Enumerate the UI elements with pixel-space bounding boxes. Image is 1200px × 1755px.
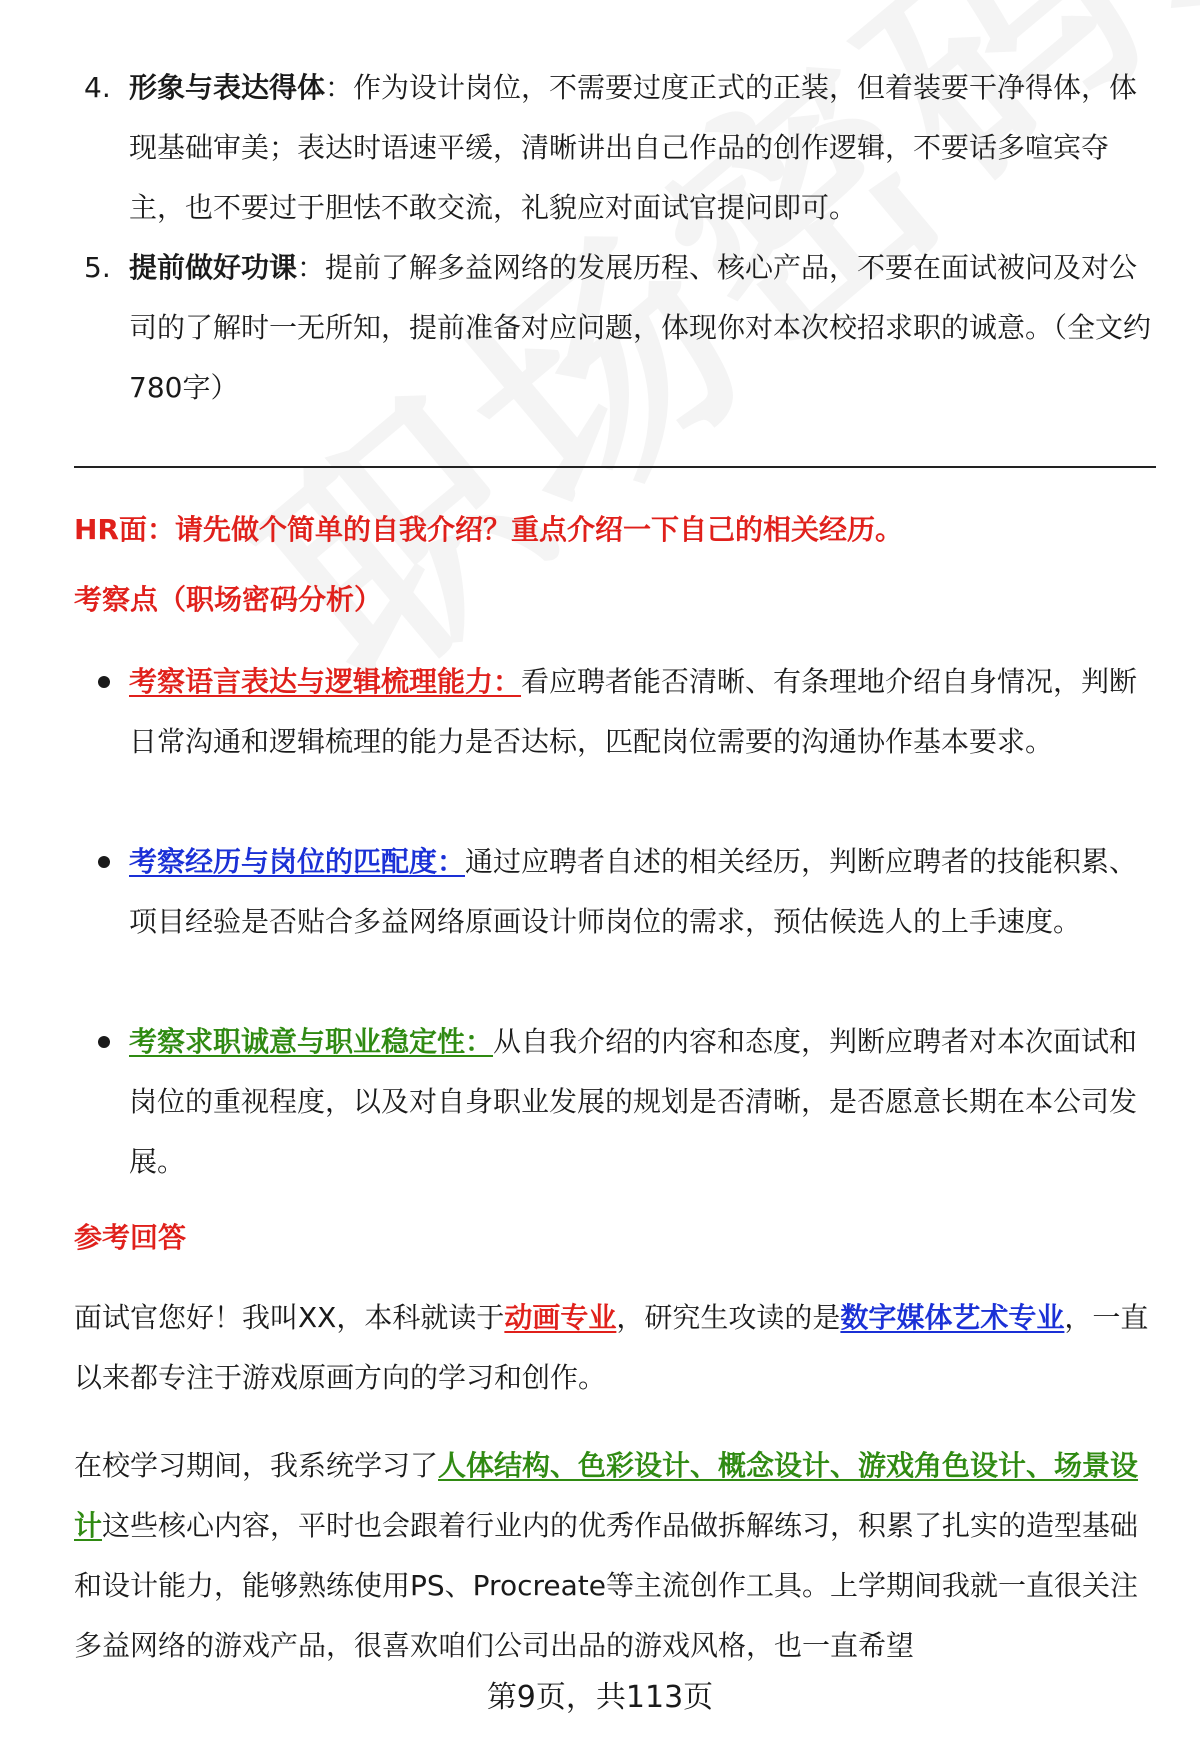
bullet-item: [74, 1012, 1154, 1192]
question-heading: HR面：请先做个简单的自我介绍？重点介绍一下自己的相关经历。: [74, 513, 903, 546]
bullet-dot: [98, 676, 110, 688]
point-text: 通过应聘者自述的相关经历，判断应聘者的技能积累、项目经验是否贴合多益网络原画设计师岗位的需求，预估候选人的上手速度。: [129, 845, 1138, 938]
item-title: 提前做好功课: [129, 251, 298, 284]
answer-text: 在校学习期间，我系统学习了: [74, 1449, 439, 1482]
bullet-item: [74, 832, 1154, 952]
answer-keyword: 人体结构、色彩设计、概念设计、游戏角色设计、场景设计: [74, 1449, 1139, 1542]
item-text: ：提前了解多益网络的发展历程、核心产品，不要在面试被问及对公司的了解时一无所知，提前准备对应问题，体现你对本次校招求职的诚意。（全文约780字）: [129, 251, 1152, 404]
answer-paragraph: [74, 1288, 1154, 1408]
answer-text: 这些核心内容，平时也会跟着行业内的优秀作品做拆解练习，积累了扎实的造型基础和设计能力，能够熟练使用PS、Procreate等主流创作工具。上学期间我就一直很关注多益网络的游戏产品，很喜欢咱们公司出品的游戏风格，也一直希望: [74, 1509, 1139, 1662]
bullet-item: [74, 652, 1154, 772]
numbered-item: [74, 58, 1154, 238]
point-label: 考察经历与岗位的匹配度：: [129, 845, 466, 878]
point-text: 看应聘者能否清晰、有条理地介绍自身情况，判断日常沟通和逻辑梳理的能力是否达标，匹配岗位需要的沟通协作基本要求。: [129, 665, 1138, 758]
answer-text: ，一直以来都专注于游戏原画方向的学习和创作。: [74, 1301, 1149, 1394]
item-title: 形象与表达得体: [129, 71, 326, 104]
answer-text: ，研究生攻读的是: [616, 1301, 841, 1334]
bullet-dot: [98, 856, 110, 868]
item-number: 4.: [84, 71, 111, 104]
answer-paragraph: [74, 1436, 1154, 1676]
point-label: 考察求职诚意与职业稳定性：: [129, 1025, 494, 1058]
item-number: 5.: [84, 251, 111, 284]
answer-keyword: 动画专业: [504, 1301, 617, 1334]
answer-keyword: 数字媒体艺术专业: [840, 1301, 1065, 1334]
bullet-dot: [98, 1036, 110, 1048]
numbered-item: [74, 238, 1154, 418]
page-footer: 第9页，共113页: [486, 1680, 714, 1715]
points-heading: 考察点（职场密码分析）: [74, 583, 383, 616]
point-label: 考察语言表达与逻辑梳理能力：: [129, 665, 522, 698]
answer-text: 面试官您好！我叫XX，本科就读于: [74, 1301, 505, 1334]
point-text: 从自我介绍的内容和态度，判断应聘者对本次面试和岗位的重视程度，以及对自身职业发展的规划是否清晰，是否愿意长期在本公司发展。: [129, 1025, 1138, 1178]
answer-heading: 参考回答: [74, 1221, 187, 1254]
section-divider: [74, 466, 1156, 468]
item-text: ：作为设计岗位，不需要过度正式的正装，但着装要干净得体，体现基础审美；表达时语速平缓，清晰讲出自己作品的创作逻辑，不要话多喧宾夺主，也不要过于胆怯不敢交流，礼貌应对面试官提问即可。: [129, 71, 1138, 224]
